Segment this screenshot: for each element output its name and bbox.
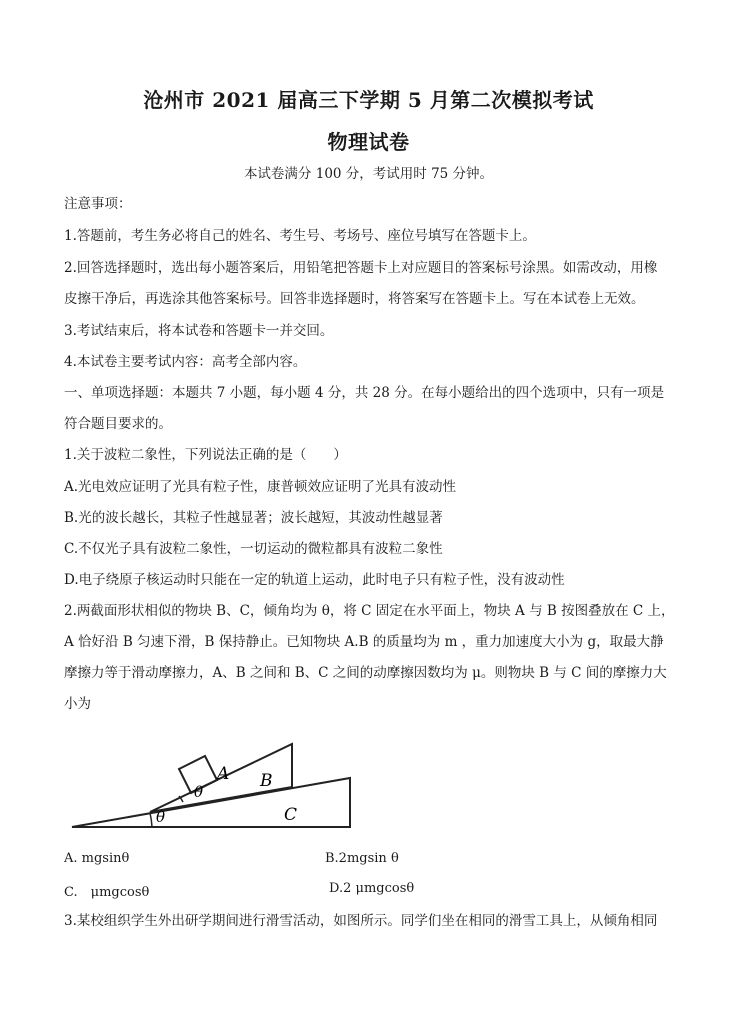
q2-option-a: A. mgsinθ <box>64 851 130 866</box>
notes-heading: 注意事项： <box>64 196 132 212</box>
incline-diagram <box>66 738 366 838</box>
q1-option-c: C.不仅光子具有波粒二象性，一切运动的微粒都具有波粒二象性 <box>64 541 443 557</box>
q2-stem-line: 小为 <box>64 696 91 712</box>
q3-stem: 3.某校组织学生外出研学期间进行滑雪活动，如图所示。同学们坐在相同的滑雪工具上，从倾角相同 <box>64 913 658 929</box>
wedge-c <box>72 778 350 827</box>
label-b: B <box>260 771 273 791</box>
note-item: 2.回答选择题时，选出每小题答案后，用铅笔把答题卡上对应题目的答案标号涂黑。如需改动，用橡 <box>64 260 658 276</box>
note-item: 皮擦干净后，再选涂其他答案标号。回答非选择题时，将答案写在答题卡上。写在本试卷上无效。 <box>64 291 645 307</box>
note-item: 1.答题前，考生务必将自己的姓名、考生号、考场号、座位号填写在答题卡上。 <box>64 228 536 244</box>
q1-option-d: D.电子绕原子核运动时只能在一定的轨道上运动，此时电子只有粒子性，没有波动性 <box>64 572 565 588</box>
label-theta-top: θ <box>194 783 204 801</box>
label-a: A <box>217 764 230 784</box>
q2-stem-line: A 恰好沿 B 匀速下滑，B 保持静止。已知物块 A.B 的质量均为 m ，重力加速度大小为 g，取最大静 <box>64 634 664 650</box>
q2-stem-line: 摩擦力等于滑动摩擦力，A、B 之间和 B、C 之间的动摩擦因数均为 μ。则物块 B 与 C 间的摩擦力大 <box>64 665 667 681</box>
q2-option-c: C. μmgcosθ <box>64 885 150 900</box>
label-theta-bottom: θ <box>156 808 166 826</box>
label-c: C <box>284 805 298 825</box>
q2-option-b: B.2mgsin θ <box>325 851 399 866</box>
q1-option-b: B.光的波长越长，其粒子性越显著；波长越短，其波动性越显著 <box>64 510 443 526</box>
section-heading: 一、单项选择题：本题共 7 小题，每小题 4 分，共 28 分。在每小题给出的四个选项中，只有一项是 <box>64 385 665 401</box>
q1-option-a: A.光电效应证明了光具有粒子性，康普顿效应证明了光具有波动性 <box>64 479 457 495</box>
note-item: 3.考试结束后，将本试卷和答题卡一并交回。 <box>64 323 334 339</box>
q1-stem: 1.关于波粒二象性，下列说法正确的是（ ） <box>64 447 347 463</box>
q2-option-d: D.2 μmgcosθ <box>329 881 415 896</box>
section-heading-cont: 符合题目要求的。 <box>64 416 172 432</box>
exam-info: 本试卷满分 100 分，考试用时 75 分钟。 <box>243 166 494 182</box>
exam-title: 沧州市 2021 届高三下学期 5 月第二次模拟考试 <box>143 88 594 112</box>
note-item: 4.本试卷主要考试内容：高考全部内容。 <box>64 354 307 370</box>
angle-arc-bottom <box>150 813 152 827</box>
q2-stem-line: 2.两截面形状相似的物块 B、C，倾角均为 θ，将 C 固定在水平面上，物块 A 与 B 按图叠放在 C 上， <box>64 603 675 619</box>
subject-title: 物理试卷 <box>327 130 410 154</box>
